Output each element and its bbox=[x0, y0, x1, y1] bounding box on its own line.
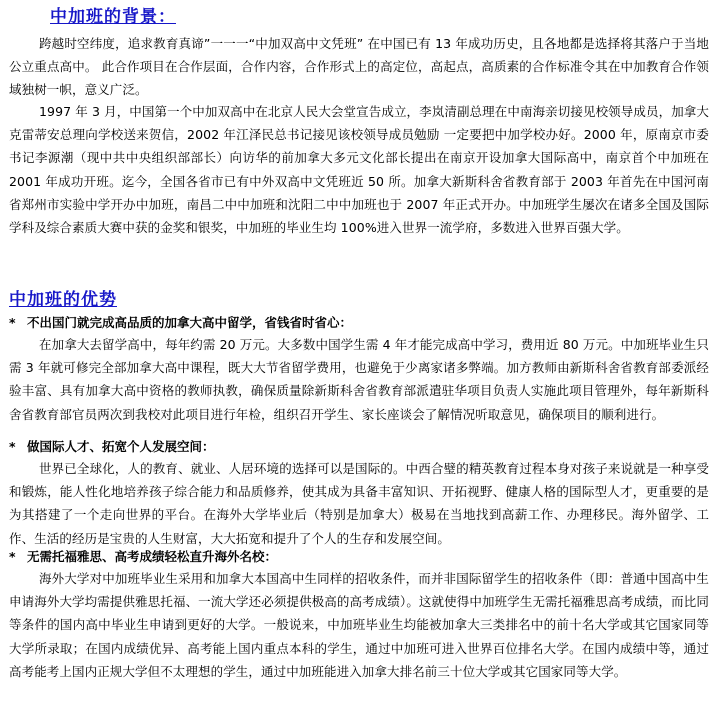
advantage-2-title-text: 做国际人才、拓宽个人发展空间： bbox=[27, 439, 215, 454]
background-heading: 中加班的背景： bbox=[50, 7, 176, 27]
bullet-star-icon: * bbox=[9, 549, 16, 564]
bullet-star-icon: * bbox=[9, 439, 16, 454]
advantage-3-title-text: 无需托福雅思、高考成绩轻松直升海外名校： bbox=[27, 549, 278, 564]
advantage-2-text: 世界已全球化，人的教育、就业、人居环境的选择可以是国际的。中西合璧的精英教育过程本身对孩子来说就是一种享受和锻炼，能人性化地培养孩子综合能力和品质修养，使其成为具备丰富知识、开拓视野、健康人格的国际型人才，更重要的是为其搭建了一个走向世界的平台。在海外大学毕业后（特别是加拿大）极易在当地找到高薪工作、办理移民。海外留学、工作、生活的经历是宝贵的人生财富，大大拓宽和提升了个人的生存和发展空间。 bbox=[9, 461, 709, 546]
advantage-1-title-text: 不出国门就完成高品质的加拿大高中留学，省钱省时省心： bbox=[27, 315, 353, 330]
bullet-star-icon: * bbox=[9, 315, 16, 330]
advantages-heading: 中加班的优势 bbox=[9, 290, 117, 310]
background-paragraph-2: 1997 年 3 月，中国第一个中加双高中在北京人民大会堂宣告成立，李岚清副总理在中南海亲切接见校领导成员，加拿大克雷蒂安总理向学校送来贺信，2002 年江泽民总书记接见该校领导成员勉励 一定要把中加学校办好。2000 年，原南京市委书记李源潮（现中共中央组织部部长）向访华的前加拿大多元文化部长提出在南京开设加拿大国际高中，南京首个中加班在 2001 年成功开班。迄今，全国各省市已有中外双高中文凭班近 50 所。加拿大新斯科舍省教育部于 2003 年首先在中国河南省郑州市实验中学开办中加班，南昌二中中加班和沈阳二中中加班也于 2007 年正式开办。中加班学生屡次在诸多全国及国际学科及综合素质大赛中获的金奖和银奖，中加班的毕业生均 100%进入世界一流学府，多数进入世界百强大学。 bbox=[9, 104, 709, 236]
advantage-1-text: 在加拿大去留学高中，每年约需 20 万元。大多数中国学生需 4 年才能完成高中学习，费用近 80 万元。中加班毕业生只需 3 年就可修完全部加拿大高中课程，既大大节省留学费用，也避免于少离家诸多弊端。加方教师由新斯科舍省教育部委派经验丰富、具有加拿大高中资格的教师执教，确保质量除新斯科舍省教育部派遣驻华项目负责人实施此项目管理外，每年新斯科舍省教育部官员两次到我校对此项目进行年检，组织召开学生、家长座谈会了解情况听取意见，确保项目的顺利进行。 bbox=[9, 337, 709, 422]
advantage-2-title bbox=[9, 437, 709, 457]
advantage-3-title bbox=[9, 547, 709, 567]
background-paragraph-1: 跨越时空纬度，追求教育真谛”一一一“中加双高中文凭班” 在中国已有 13 年成功历史，且各地都是选择将其落户于当地公立重点高中。 此合作项目在合作层面，合作内容，合作形式上的高定位，高起点，高质素的合作标准令其在中加教育合作领域独树一帜，意义广泛。 bbox=[9, 36, 709, 98]
advantage-1-title bbox=[9, 313, 709, 333]
advantage-3-text: 海外大学对中加班毕业生采用和加拿大本国高中生同样的招收条件，而并非国际留学生的招收条件（即：普通中国高中生申请海外大学均需提供雅思托福、一流大学还必须提供极高的高考成绩）。这就使得中加班学生无需托福雅思高考成绩，而比同等条件的国内高中毕业生申请到更好的大学。一般说来，中加班毕业生均能被加拿大三类排名中的前十名大学或其它国家同等大学所录取；在国内成绩优异、高考能上国内重点本科的学生，通过中加班可进入世界百位排名大学。在国内成绩中等，通过高考能考上国内正规大学但不太理想的学生，通过中加班能进入加拿大排名前三十位大学或其它国家同等大学。 bbox=[9, 571, 709, 679]
